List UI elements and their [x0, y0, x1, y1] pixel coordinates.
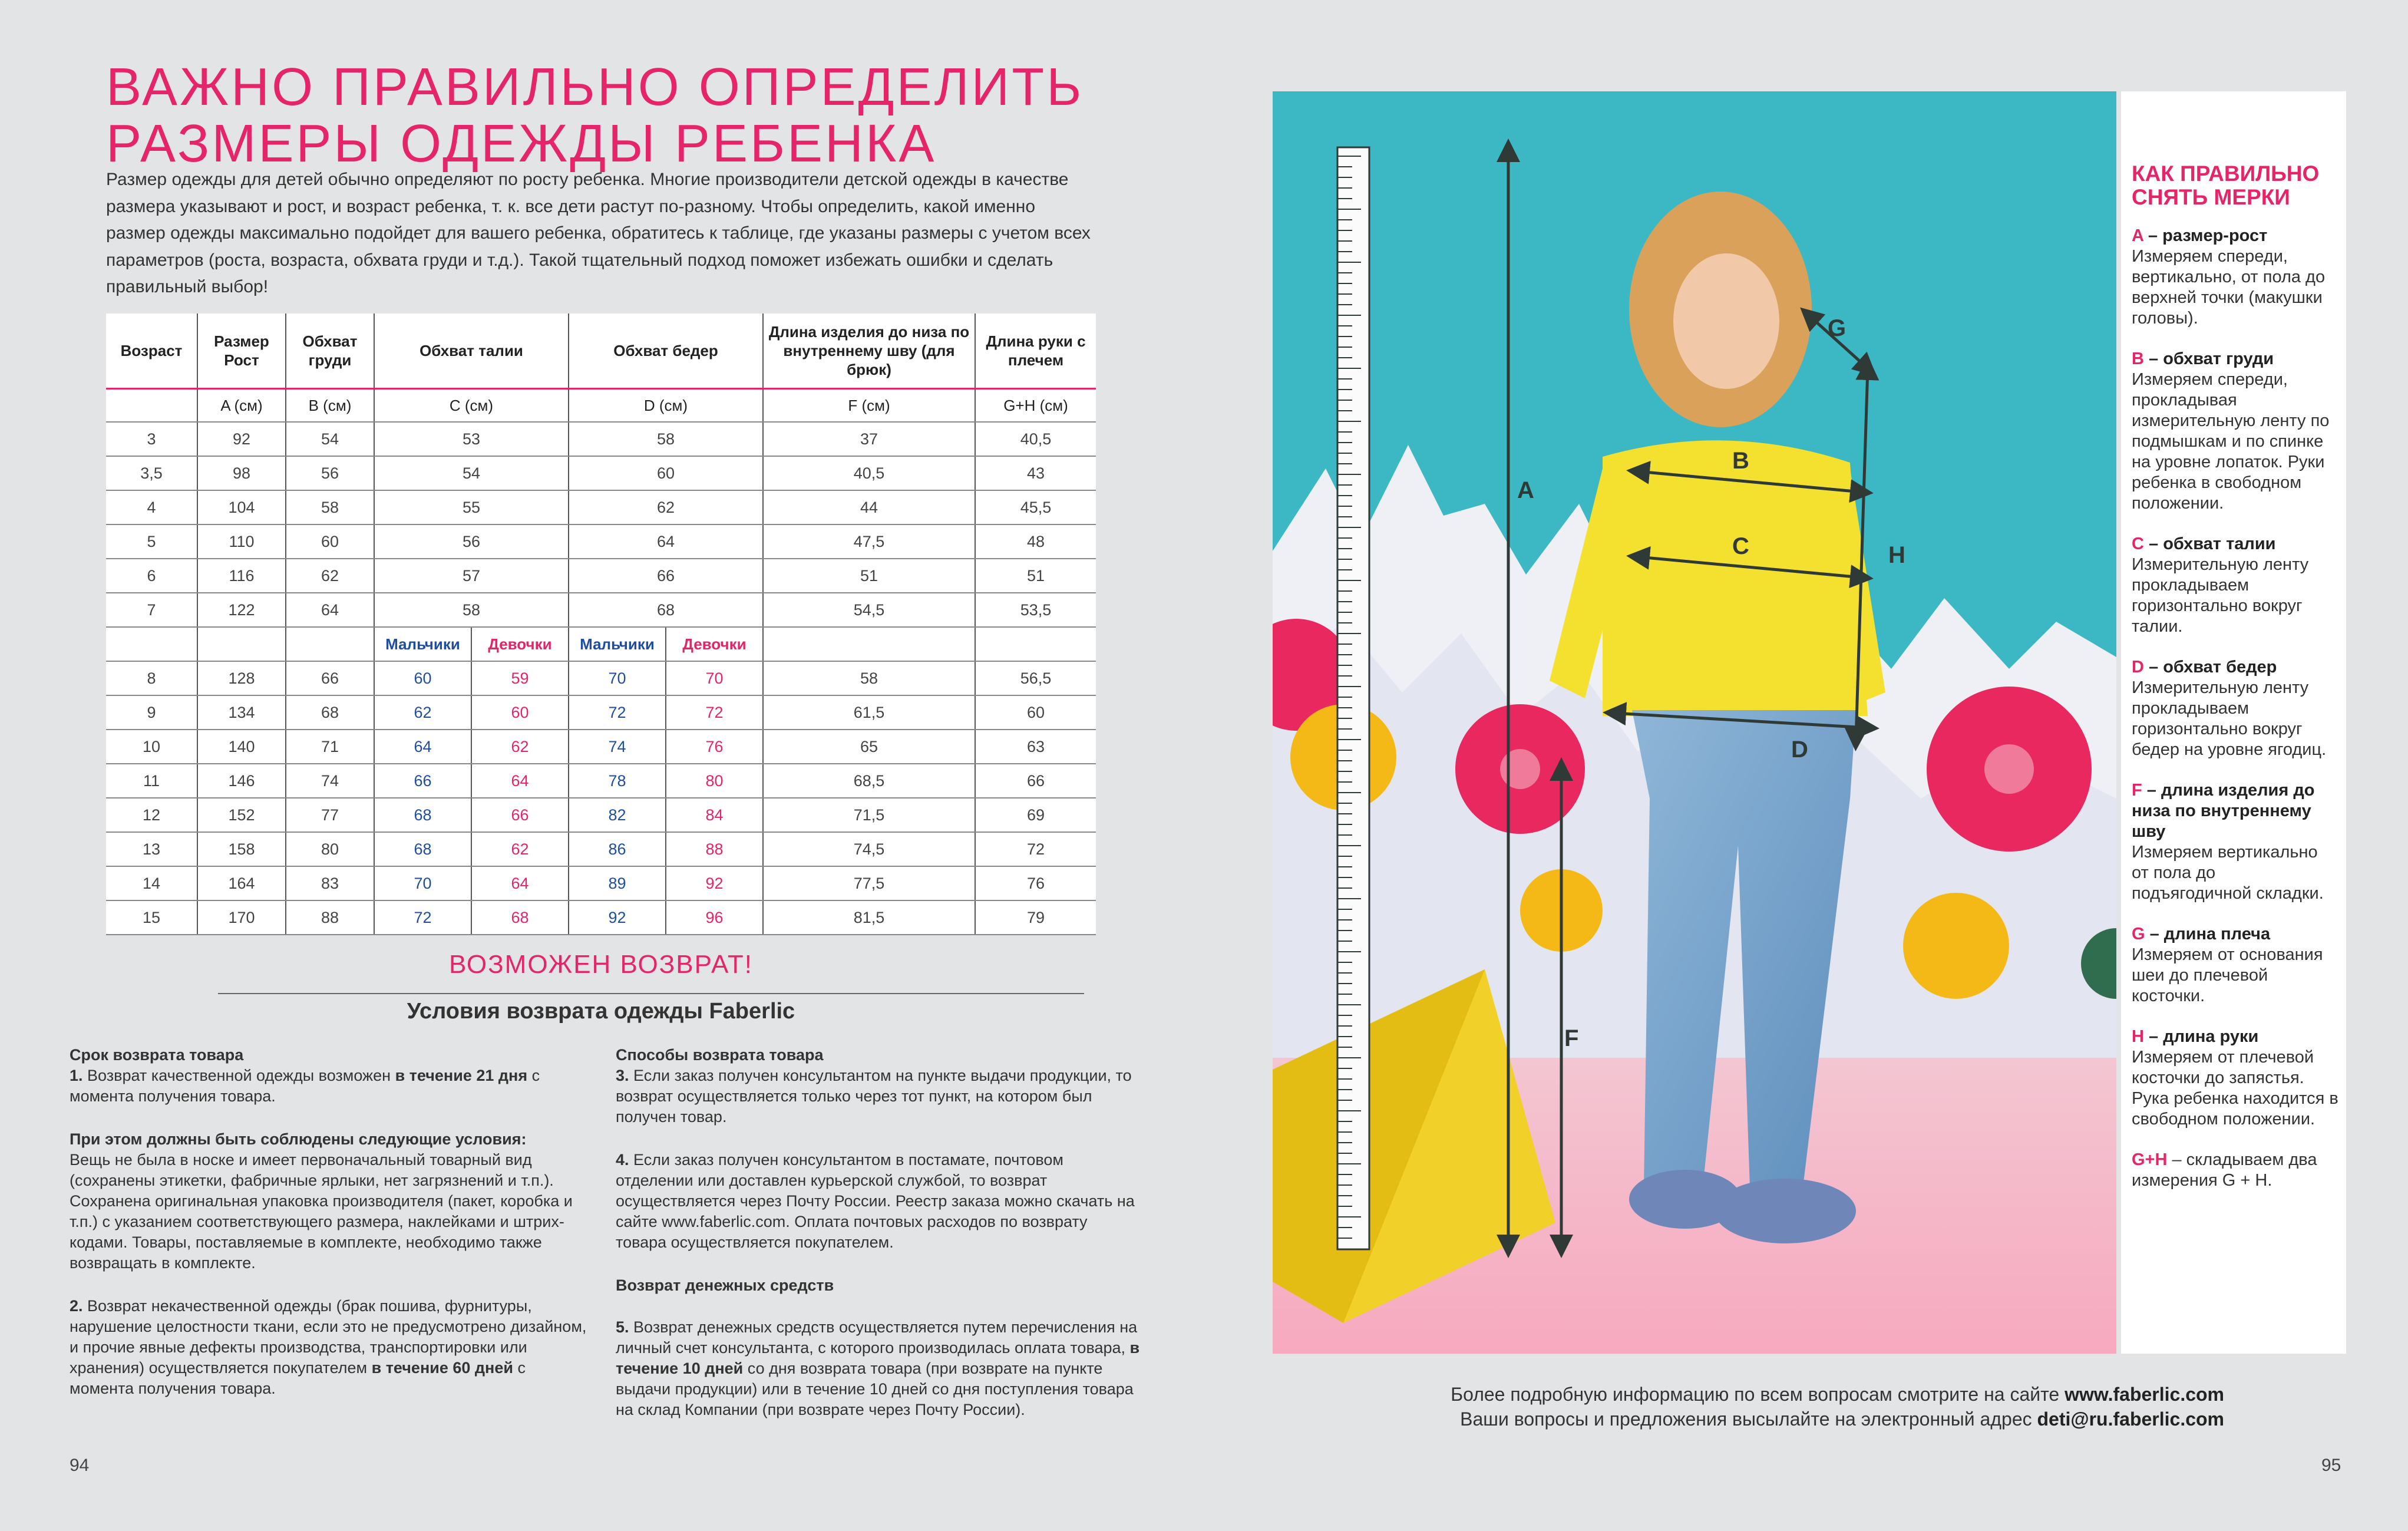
table-cell: 122 — [197, 593, 286, 627]
table-cell: 47,5 — [763, 524, 975, 559]
title-line-1: ВАЖНО ПРАВИЛЬНО ОПРЕДЕЛИТЬ — [106, 58, 1084, 117]
table-cell: 43 — [975, 456, 1096, 490]
table-cell: 65 — [763, 730, 975, 764]
table-cell: 61,5 — [763, 695, 975, 730]
table-row — [106, 832, 1096, 866]
table-cell: 88 — [666, 832, 763, 866]
table-cell: 74,5 — [763, 832, 975, 866]
section-heading: Возврат денежных средств — [616, 1276, 834, 1294]
table-cell: 48 — [975, 524, 1096, 559]
table-cell: 56 — [286, 456, 374, 490]
table-cell: 68,5 — [763, 764, 975, 798]
footer-text: Ваши вопросы и предложения высылайте на электронный адрес — [1460, 1408, 2037, 1430]
measurement-letter: B — [2132, 349, 2144, 368]
table-cell: 92 — [666, 866, 763, 900]
girls-label: Девочки — [471, 627, 569, 661]
col-header: Длина руки с плечем — [975, 314, 1096, 389]
table-cell: 58 — [763, 661, 975, 695]
measurement-name: – длина плеча — [2145, 925, 2271, 943]
table-cell: 57 — [374, 559, 569, 593]
measurement-description: – складываем два измерения G + H. — [2132, 1150, 2317, 1190]
unit-cell: D (см) — [569, 389, 763, 423]
table-cell: 7 — [106, 593, 197, 627]
photo-illustration — [1273, 91, 2116, 1354]
table-cell: 66 — [286, 661, 374, 695]
table-cell: 98 — [197, 456, 286, 490]
girls-label: Девочки — [666, 627, 763, 661]
table-cell: 80 — [666, 764, 763, 798]
table-units-row — [106, 389, 1096, 423]
table-cell: 88 — [286, 900, 374, 935]
table-cell: 72 — [666, 695, 763, 730]
unit-cell: A (см) — [197, 389, 286, 423]
measurement-description: Измеряем вертикально от пола до подъягодичной складки. — [2132, 843, 2324, 903]
table-cell: 3,5 — [106, 456, 197, 490]
measurement-item — [2132, 1027, 2339, 1130]
gender-header-row — [106, 627, 1096, 661]
table-cell: 92 — [197, 422, 286, 456]
table-cell: 70 — [666, 661, 763, 695]
measurement-name: – размер-рост — [2143, 226, 2268, 245]
measurement-name: – обхват бедер — [2143, 658, 2277, 677]
text: со дня возврата товара (при возврате на пункте выдачи продукции) или в течение 10 дней со дня поступления товара на склад Компании (при возврате через Почту России). — [616, 1360, 1134, 1418]
table-cell: 13 — [106, 832, 197, 866]
table-cell: 68 — [374, 832, 471, 866]
paragraph — [616, 1065, 1140, 1127]
col-header: Обхват груди — [286, 314, 374, 389]
return-right-column — [616, 1045, 1140, 1443]
measurement-letter: H — [2132, 1027, 2144, 1046]
table-cell: 104 — [197, 490, 286, 524]
table-cell: 14 — [106, 866, 197, 900]
table-cell: 81,5 — [763, 900, 975, 935]
measurement-item — [2132, 924, 2339, 1007]
table-cell: 170 — [197, 900, 286, 935]
measurement-name: – обхват талии — [2143, 534, 2276, 553]
table-cell: 60 — [471, 695, 569, 730]
measurement-item — [2132, 780, 2339, 904]
return-left-column — [70, 1045, 588, 1421]
table-cell: 58 — [569, 422, 763, 456]
item-number: 3. — [616, 1067, 629, 1084]
col-header: Длина изделия до низа по внутреннему шву (для брюк) — [763, 314, 975, 389]
measurement-name: – длина руки — [2143, 1027, 2259, 1046]
unit-cell: B (см) — [286, 389, 374, 423]
label-g: G — [1828, 315, 1847, 341]
table-cell: 54,5 — [763, 593, 975, 627]
table-cell: 51 — [763, 559, 975, 593]
table-cell: 53 — [374, 422, 569, 456]
table-row — [106, 764, 1096, 798]
table-cell: 45,5 — [975, 490, 1096, 524]
table-cell: 71,5 — [763, 798, 975, 832]
table-cell: 68 — [569, 593, 763, 627]
table-cell: 66 — [471, 798, 569, 832]
text: Возврат денежных средств осуществляется путем перечисления на личный счет консультанта, с которого производилась оплата товара, — [616, 1318, 1138, 1357]
measurement-description: Измерительную ленту прокладываем горизонтально вокруг бедер на уровне ягодиц. — [2132, 678, 2327, 759]
measurement-item — [2132, 226, 2339, 329]
ruler — [1337, 147, 1369, 1249]
table-cell: 58 — [374, 593, 569, 627]
table-row — [106, 490, 1096, 524]
table-cell: 4 — [106, 490, 197, 524]
table-row — [106, 456, 1096, 490]
table-cell: 68 — [471, 900, 569, 935]
table-cell: 64 — [471, 866, 569, 900]
table-cell: 54 — [286, 422, 374, 456]
table-cell: 62 — [286, 559, 374, 593]
measurement-name: – обхват груди — [2143, 349, 2274, 368]
table-cell: 64 — [569, 524, 763, 559]
text: Возврат качественной одежды возможен — [82, 1067, 395, 1084]
text: с момента получения товара. — [70, 1359, 526, 1397]
text: Если заказ получен консультантом на пункте выдачи продукции, то возврат осуществляется только через тот пункт, на котором был получен товар. — [616, 1067, 1132, 1126]
table-cell: 40,5 — [975, 422, 1096, 456]
measurement-letter: C — [2132, 534, 2144, 553]
table-cell: 12 — [106, 798, 197, 832]
col-header: Размер Рост — [197, 314, 286, 389]
highlight: в течение 60 дней — [371, 1359, 513, 1377]
table-cell: 54 — [374, 456, 569, 490]
table-cell: 58 — [286, 490, 374, 524]
table-row — [106, 661, 1096, 695]
table-cell: 59 — [471, 661, 569, 695]
measurement-guide-panel — [2121, 91, 2346, 1354]
page-title — [106, 59, 1108, 172]
table-cell: 3 — [106, 422, 197, 456]
unit-cell: C (см) — [374, 389, 569, 423]
email-link[interactable]: deti@ru.faberlic.com — [2037, 1408, 2224, 1430]
boys-label: Мальчики — [569, 627, 666, 661]
unit-cell: G+H (см) — [975, 389, 1096, 423]
item-number: 4. — [616, 1151, 629, 1169]
section-heading: Срок возврата товара — [70, 1046, 244, 1064]
table-cell: 72 — [569, 695, 666, 730]
table-cell: 72 — [374, 900, 471, 935]
table-cell: 70 — [569, 661, 666, 695]
table-cell: 15 — [106, 900, 197, 935]
highlight: в течение 21 дня — [395, 1067, 528, 1084]
table-cell: 6 — [106, 559, 197, 593]
return-subtitle: Условия возврата одежды Faberlic — [407, 999, 795, 1024]
table-cell: 84 — [666, 798, 763, 832]
table-cell: 68 — [374, 798, 471, 832]
unit-cell — [106, 389, 197, 423]
table-row — [106, 524, 1096, 559]
table-cell: 60 — [569, 456, 763, 490]
table-cell: 66 — [975, 764, 1096, 798]
measurement-letter: D — [2132, 658, 2144, 677]
table-row — [106, 559, 1096, 593]
table-cell: 89 — [569, 866, 666, 900]
text: Если заказ получен консультантом в постамате, почтовом отделении или доставлен курьерской службой, то возврат осуществляется через Почту России. Реестр заказа можно скачать на сайте www.faberlic.com. Оплата почтовых расходов по возврату товара осуществляется покупателем. — [616, 1151, 1135, 1251]
highlight: в течение 10 дней — [616, 1339, 1140, 1377]
table-cell: 76 — [666, 730, 763, 764]
table-cell: 74 — [286, 764, 374, 798]
table-cell: 116 — [197, 559, 286, 593]
table-cell: 66 — [374, 764, 471, 798]
label-a: A — [1517, 477, 1534, 503]
table-cell: 63 — [975, 730, 1096, 764]
table-cell: 62 — [374, 695, 471, 730]
table-cell: 77 — [286, 798, 374, 832]
unit-cell: F (см) — [763, 389, 975, 423]
measurement-description: Измеряем спереди, прокладывая измерительную ленту по подмышкам и по спинке на уровне лопаток. Руки ребенка в свободном положении. — [2132, 370, 2330, 513]
table-cell: 60 — [374, 661, 471, 695]
table-row — [106, 695, 1096, 730]
paragraph — [70, 1296, 588, 1399]
table-cell: 96 — [666, 900, 763, 935]
measurement-description: Измеряем от основания шеи до плечевой косточки. — [2132, 945, 2323, 1005]
table-cell: 60 — [975, 695, 1096, 730]
table-cell: 64 — [471, 764, 569, 798]
boys-label: Мальчики — [374, 627, 471, 661]
text: Возврат некачественной одежды (брак пошива, фурнитуры, нарушение целостности ткани, если это не предусмотрено дизайном, и прочие явные дефекты производства, транспортировки или хранения) осуществляется покупателем — [70, 1297, 587, 1377]
footer-info — [1355, 1382, 2224, 1431]
table-cell: 128 — [197, 661, 286, 695]
table-cell: 68 — [286, 695, 374, 730]
measurement-description: Измерительную ленту прокладываем горизонтально вокруг талии. — [2132, 555, 2309, 636]
child-measurement-photo — [1273, 91, 2116, 1354]
table-cell: 76 — [975, 866, 1096, 900]
col-header: Обхват талии — [374, 314, 569, 389]
table-cell: 164 — [197, 866, 286, 900]
item-number: 5. — [616, 1318, 629, 1336]
measurement-item — [2132, 1150, 2339, 1191]
section-heading: Способы возврата товара — [616, 1046, 824, 1064]
table-cell: 55 — [374, 490, 569, 524]
table-cell: 53,5 — [975, 593, 1096, 627]
website-link[interactable]: www.faberlic.com — [2065, 1384, 2224, 1405]
col-header: Обхват бедер — [569, 314, 763, 389]
paragraph — [616, 1317, 1140, 1420]
measurement-letter: G+H — [2132, 1150, 2168, 1169]
table-row — [106, 730, 1096, 764]
table-cell: 56,5 — [975, 661, 1096, 695]
pink-flower-left — [1455, 704, 1585, 834]
label-b: B — [1732, 448, 1749, 474]
title-line-2: РАЗМЕРЫ ОДЕЖДЫ РЕБЕНКА — [106, 114, 937, 173]
table-cell: 92 — [569, 900, 666, 935]
table-cell: 70 — [374, 866, 471, 900]
table-row — [106, 593, 1096, 627]
footer-text: Более подробную информацию по всем вопросам смотрите на сайте — [1451, 1384, 2065, 1405]
table-cell: 134 — [197, 695, 286, 730]
page-number-right: 95 — [2321, 1456, 2341, 1475]
table-cell: 78 — [569, 764, 666, 798]
table-cell: 62 — [569, 490, 763, 524]
return-title: ВОЗМОЖЕН ВОЗВРАТ! — [448, 950, 754, 979]
table-header-row — [106, 314, 1096, 389]
measurement-name: – длина изделия до низа по внутреннему шву — [2132, 781, 2315, 841]
measurement-item — [2132, 657, 2339, 760]
table-cell: 83 — [286, 866, 374, 900]
measurement-description: Измеряем от плечевой косточки до запястья. Рука ребенка находится в свободном положении. — [2132, 1048, 2338, 1129]
table-cell: 62 — [471, 832, 569, 866]
measurement-item — [2132, 534, 2339, 637]
table-cell: 110 — [197, 524, 286, 559]
table-cell: 77,5 — [763, 866, 975, 900]
table-cell: 72 — [975, 832, 1096, 866]
table-cell: 10 — [106, 730, 197, 764]
table-cell: 140 — [197, 730, 286, 764]
table-cell: 64 — [374, 730, 471, 764]
measurement-item — [2132, 349, 2339, 514]
table-cell: 40,5 — [763, 456, 975, 490]
table-cell: 60 — [286, 524, 374, 559]
table-cell: 146 — [197, 764, 286, 798]
intro-paragraph: Размер одежды для детей обычно определяют по росту ребенка. Многие производители детской одежды в качестве размера указывают и рост, и возраст ребенка, т. к. все дети растут по-разному. Чтобы определить, какой именно размер одежды максимально подойдет для вашего ребенка, обратитесь к таблице, где указаны размеры с учетом всех параметров (роста, возраста, обхвата груди и т.д.). Такой тщательный подход поможет избежать ошибки и сделать правильный выбор! — [106, 170, 1091, 296]
table-cell: 44 — [763, 490, 975, 524]
table-cell: 66 — [569, 559, 763, 593]
item-number: 1. — [70, 1067, 83, 1084]
section-heading: При этом должны быть соблюдены следующие условия: — [70, 1130, 527, 1148]
label-h: H — [1888, 542, 1905, 568]
size-table — [106, 314, 1096, 935]
table-cell: 152 — [197, 798, 286, 832]
table-cell: 5 — [106, 524, 197, 559]
table-row — [106, 798, 1096, 832]
label-d: D — [1791, 737, 1808, 763]
table-row — [106, 900, 1096, 935]
label-f: F — [1564, 1025, 1579, 1051]
table-cell: 9 — [106, 695, 197, 730]
table-cell: 74 — [569, 730, 666, 764]
table-cell: 79 — [975, 900, 1096, 935]
divider — [218, 993, 1084, 994]
table-cell: 80 — [286, 832, 374, 866]
paragraph — [616, 1150, 1140, 1253]
guide-title: КАК ПРАВИЛЬНО СНЯТЬ МЕРКИ — [2132, 161, 2320, 209]
table-cell: 56 — [374, 524, 569, 559]
measurement-letter: F — [2132, 781, 2142, 800]
table-cell: 51 — [975, 559, 1096, 593]
table-cell: 62 — [471, 730, 569, 764]
table-cell: 8 — [106, 661, 197, 695]
label-c: C — [1732, 533, 1749, 559]
paragraph — [70, 1065, 588, 1107]
page-number-left: 94 — [70, 1456, 90, 1475]
table-cell: 71 — [286, 730, 374, 764]
table-cell: 69 — [975, 798, 1096, 832]
measurement-letter: G — [2132, 925, 2145, 943]
measurement-letter: A — [2132, 226, 2143, 245]
table-cell: 37 — [763, 422, 975, 456]
table-cell: 11 — [106, 764, 197, 798]
table-row — [106, 422, 1096, 456]
text: с момента получения товара. — [70, 1067, 540, 1105]
table-cell: 82 — [569, 798, 666, 832]
paragraph: Вещь не была в носке и имеет первоначальный товарный вид (сохранены этикетки, фабричные ярлыки, нет загрязнений и т.п.). Сохранена оригинальная упаковка производителя (пакет, коробка и т.п.) с указанием соответствующего размера, наклейками и штрих-кодами. Товары, поставляемые в комплекте, необходимо также возвращать в комплекте. — [70, 1151, 573, 1272]
measurement-description: Измеряем спереди, вертикально, от пола до верхней точки (макушки головы). — [2132, 247, 2326, 328]
table-row — [106, 866, 1096, 900]
col-header: Возраст — [106, 314, 197, 389]
table-cell: 64 — [286, 593, 374, 627]
table-cell: 158 — [197, 832, 286, 866]
table-cell: 86 — [569, 832, 666, 866]
item-number: 2. — [70, 1297, 83, 1315]
